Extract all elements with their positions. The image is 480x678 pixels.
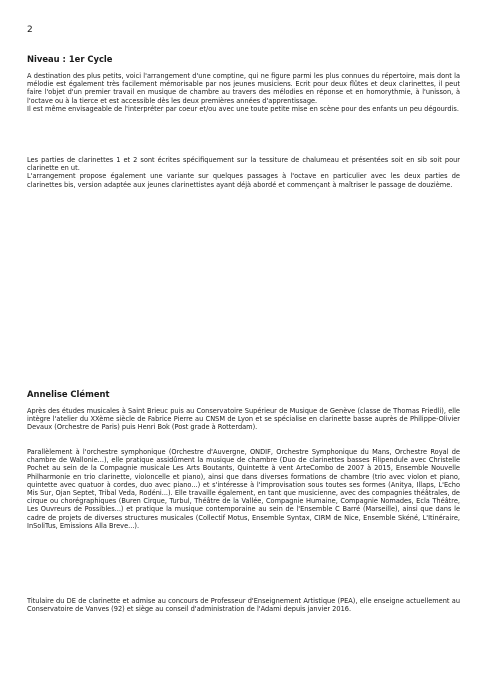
description-paragraph: L'arrangement propose également une variante sur quelques passages à l'octave en particulier avec les deux parties de clarinettes bis, version adaptée aux jeunes clarinettistes ayant déjà abordé et commençant à maîtriser le passage de douzième. [27, 172, 460, 189]
description-block-1 [27, 72, 460, 113]
page-number: 2 [27, 25, 33, 35]
biography-paragraph-3: Titulaire du DE de clarinette et admise au concours de Professeur d'Enseignement Artistique (PEA), elle enseigne actuellement au Conservatoire de Vanves (92) et siège au conseil d'administration de l'Adami depuis janvier 2016. [27, 597, 460, 614]
biography-paragraph-1: Après des études musicales à Saint Brieuc puis au Conservatoire Supérieur de Musique de Genève (classe de Thomas Friedli), elle intègre l'atelier du XXème siècle de Fabrice Pierre au CNSM de Lyon et se spécialise en clarinette basse auprès de Philippe-Olivier Devaux (Orchestre de Paris) puis Henri Bok (Post grade à Rotterdam). [27, 407, 460, 432]
level-heading: Niveau : 1er Cycle [27, 54, 113, 64]
description-paragraph: Les parties de clarinettes 1 et 2 sont écrites spécifiquement sur la tessiture de chalumeau et présentées soit en sib soit pour clarinette en ut. [27, 156, 460, 173]
description-block-2 [27, 156, 460, 189]
author-heading: Annelise Clément [27, 389, 110, 399]
description-paragraph: Il est même envisageable de l'interpréter par coeur et/ou avec une toute petite mise en scène pour des enfants un peu dégourdis. [27, 104, 459, 113]
biography-paragraph-2: Parallèlement à l'orchestre symphonique (Orchestre d'Auvergne, ONDIF, Orchestre Symphonique du Mans, Orchestre Royal de chambre de Wallonie...), elle pratique assidûment la musique de chambre (Duo de clarinettes basses Filipendule avec Christelle Pochet au sein de la Compagnie musicale Les Arts Boutants, Quintette à vent ArteCombo de 2007 à 2015, Ensemble Nouvelle Philharmonie en trio clarinette, violoncelle et piano), ainsi que dans diverses formations de chambre (trio avec violon et piano, quintette avec quatuor à cordes, duo avec piano...) et s'intéresse à l'improvisation sous toutes ses formes (Anitya, Illaps, L'Echo Mis Sur, Ojan Septet, Tribal Veda, Rodéni...). Elle travaille également, en tant que musicienne, avec des compagnies théâtrales, de cirque ou chorégraphiques (Buren Cirque, Turbul, Théâtre de la Vallée, Compagnie Humaine, Compagnie Nomades, Ecla Théâtre, Les Ouvreurs de Possibles...) et pratique la musique contemporaine au sein de l'Ensemble C Barré (Marseille), ainsi que dans le cadre de projets de diverses structures musicales (Collectif Motus, Ensemble Syntax, CIRM de Nice, Ensemble Skéné, L'Itinéraire, InSoliTus, Emissions Alla Breve...). [27, 448, 460, 530]
description-paragraph: A destination des plus petits, voici l'arrangement d'une comptine, qui ne figure parmi les plus connues du répertoire, mais dont la mélodie est également très facilement mémorisable par nos jeunes musiciens. Ecrit pour deux flûtes et deux clarinettes, il peut faire l'objet d'un premier travail en musique de chambre au travers des mélodies en réponse et en homorythmie, à l'unisson, à l'octave ou à la tierce et est accessible dès les deux premières années d'apprentissage. [27, 72, 460, 105]
